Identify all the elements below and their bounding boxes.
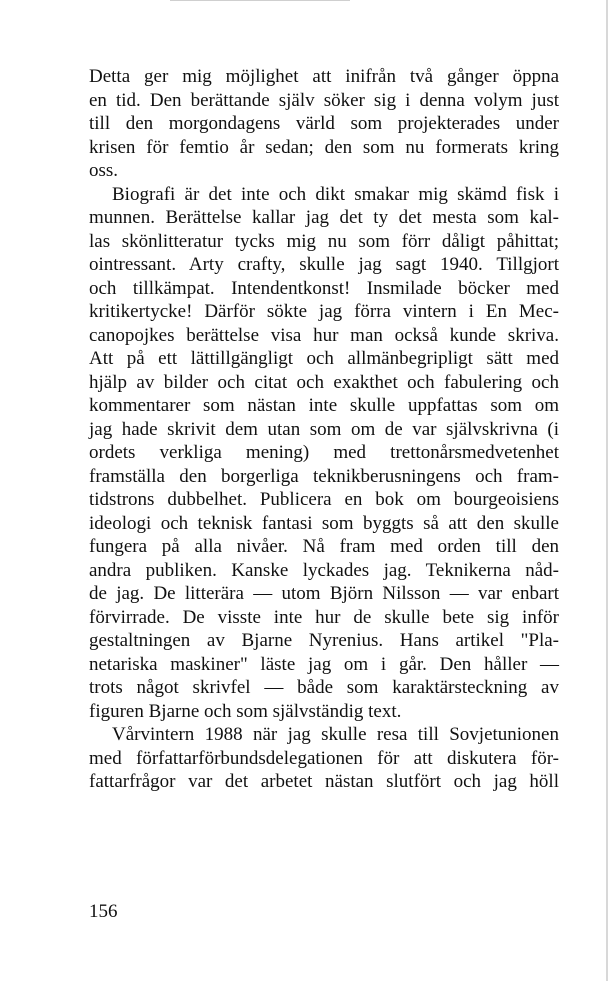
text-line: tidstrons dubbelhet. Publicera en bok om bourgeoisiens <box>89 489 559 510</box>
text-line: framställa den borgerliga teknikberusningens och fram- <box>89 465 559 487</box>
text-line: Vårvintern 1988 när jag skulle resa till Sovjetunionen <box>112 724 559 745</box>
text-line: de jag. De litterära — utom Björn Nilsson — var enbart <box>89 583 559 604</box>
text-line: kritikertycke! Därför sökte jag förra vintern i En Mec- <box>89 301 559 322</box>
text-line: jag hade skrivit dem utan som om de var självskrivna (i <box>89 418 559 440</box>
text-line: en tid. Den berättande själv söker sig i denna volym just <box>89 89 559 111</box>
top-edge-line <box>170 0 350 1</box>
text-line: trots något skrivfel — både som karaktärsteckning av <box>89 677 559 698</box>
text-line: förvirrade. De visste inte hur de skulle bete sig inför <box>89 606 559 628</box>
text-line: canopojkes berättelse visa hur man också kunde skriva. <box>89 324 559 346</box>
text-line: hjälp av bilder och citat och exakthet och fabulering och <box>89 371 559 393</box>
text-line: Detta ger mig möjlighet att inifrån två gånger öppna <box>89 66 559 87</box>
text-line: ideologi och teknisk fantasi som byggts så att den skulle <box>89 512 559 534</box>
text-line: las skönlitteratur tycks mig nu som förr dåligt påhittat; <box>89 230 559 252</box>
text-line: fungera på alla nivåer. Nå fram med orden till den <box>89 536 559 557</box>
text-line: krisen för femtio år sedan; den som nu formerats kring <box>89 136 559 158</box>
text-line: andra publiken. Kanske lyckades jag. Teknikerna nåd- <box>89 559 559 581</box>
body-text <box>89 65 559 794</box>
text-line: till den morgondagens värld som projekterades under <box>89 113 559 134</box>
text-line: fattarfrågor var det arbetet nästan slutfört och jag höll <box>89 771 559 792</box>
text-line: ordets verkliga mening) med trettonårsmedvetenhet <box>89 442 559 463</box>
text-line: Biografi är det inte och dikt smakar mig skämd fisk i <box>112 183 559 205</box>
text-line: Att på ett lättillgängligt och allmänbegripligt sätt med <box>89 348 559 369</box>
page-number: 156 <box>89 901 118 922</box>
text-line: ointressant. Arty crafty, skulle jag sagt 1940. Tillgjort <box>89 254 559 275</box>
text-line: kommentarer som nästan inte skulle uppfattas som om <box>89 395 559 416</box>
text-line: netariska maskiner" läste jag om i går. Den håller — <box>89 653 559 675</box>
text-line: och tillkämpat. Intendentkonst! Insmilade böcker med <box>89 277 559 299</box>
text-line: oss. <box>89 160 119 181</box>
text-line: med författarförbundsdelegationen för att diskutera för- <box>89 747 559 769</box>
text-line: gestaltningen av Bjarne Nyrenius. Hans artikel "Pla- <box>89 630 559 651</box>
text-line: munnen. Berättelse kallar jag det ty det mesta som kal- <box>89 207 559 228</box>
text-line: figuren Bjarne och som självständig text. <box>89 700 402 722</box>
